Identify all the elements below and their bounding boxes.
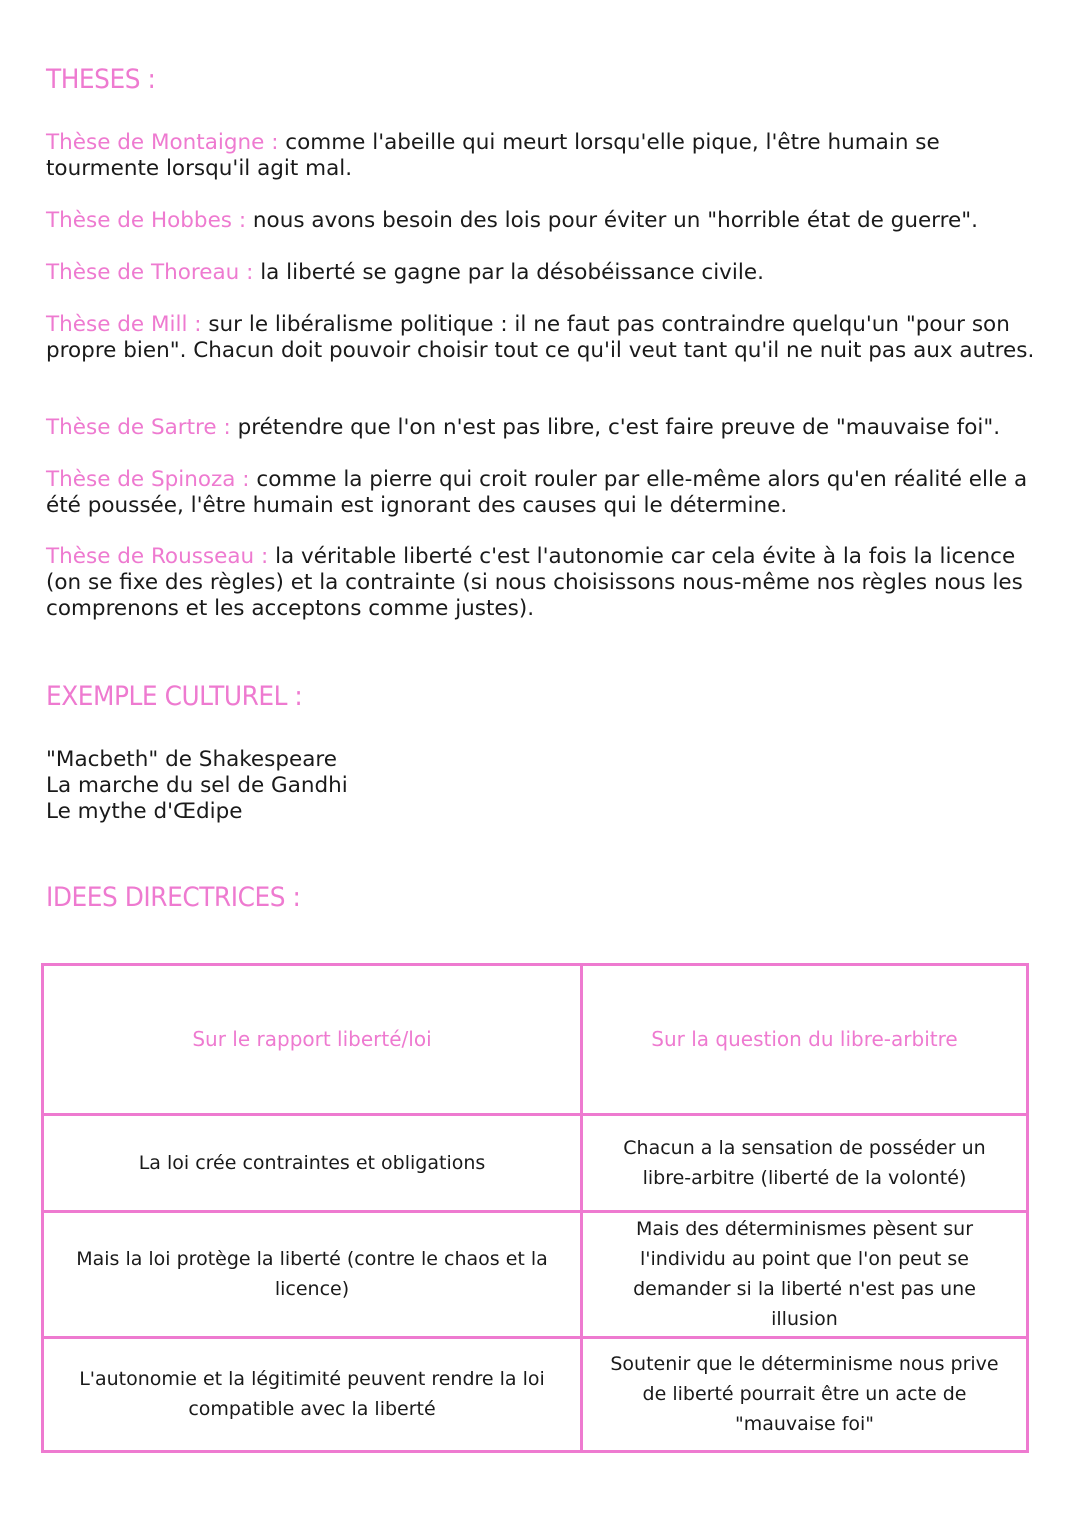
list-item: La marche du sel de Gandhi	[46, 773, 348, 798]
thesis-text: la véritable liberté c'est l'autonomie car cela évite à la fois la licence (on se fixe des règles) et la contrainte (si nous choisissons nous-même nos règles nous les comprenons et les acceptons comme justes).	[46, 544, 1023, 621]
thesis-text: sur le libéralisme politique : il ne faut pas contraindre quelqu'un "pour son propre bien". Chacun doit pouvoir choisir tout ce qu'il veut tant qu'il ne nuit pas aux autres.	[46, 312, 1035, 363]
thesis-montaigne	[46, 130, 1036, 182]
table-cell: Mais la loi protège la liberté (contre le chaos et la licence)	[44, 1211, 582, 1337]
thesis-text: comme l'abeille qui meurt lorsqu'elle pique, l'être humain se tourmente lorsqu'il agit mal.	[46, 130, 940, 181]
thesis-sartre	[46, 415, 1036, 441]
column-header-libre-arbitre: Sur la question du libre-arbitre	[582, 966, 1027, 1114]
exemples-list	[46, 747, 348, 825]
list-item: Le mythe d'Œdipe	[46, 799, 243, 824]
table-row	[44, 1337, 1026, 1450]
table-header-row	[44, 966, 1026, 1114]
thesis-text: prétendre que l'on n'est pas libre, c'est faire preuve de "mauvaise foi".	[237, 415, 1001, 440]
thesis-thoreau	[46, 260, 1036, 286]
thesis-text: la liberté se gagne par la désobéissance civile.	[260, 260, 764, 285]
thesis-hobbes	[46, 208, 1036, 234]
idees-table	[41, 963, 1029, 1453]
list-item: "Macbeth" de Shakespeare	[46, 747, 338, 772]
thesis-name: Thèse de Spinoza :	[46, 467, 257, 492]
table-cell: La loi crée contraintes et obligations	[44, 1114, 582, 1211]
thesis-name: Thèse de Mill :	[46, 312, 209, 337]
thesis-name: Thèse de Sartre :	[46, 415, 238, 440]
exemple-heading: EXEMPLE CULTUREL :	[46, 681, 303, 712]
thesis-name: Thèse de Rousseau :	[46, 544, 276, 569]
table-cell: Chacun a la sensation de posséder un libre-arbitre (liberté de la volonté)	[582, 1114, 1027, 1211]
thesis-name: Thèse de Montaigne :	[46, 130, 286, 155]
table-cell: L'autonomie et la légitimité peuvent rendre la loi compatible avec la liberté	[44, 1337, 582, 1450]
thesis-name: Thèse de Thoreau :	[46, 260, 261, 285]
theses-heading: THESES :	[46, 64, 156, 95]
table-cell: Soutenir que le déterminisme nous prive de liberté pourrait être un acte de "mauvaise foi"	[582, 1337, 1027, 1450]
table-cell: Mais des déterminismes pèsent sur l'individu au point que l'on peut se demander si la liberté n'est pas une illusion	[582, 1211, 1027, 1337]
table-row	[44, 1211, 1026, 1337]
idees-grid	[44, 966, 1026, 1450]
table-row	[44, 1114, 1026, 1211]
idees-heading: IDEES DIRECTRICES :	[46, 882, 301, 913]
thesis-spinoza	[46, 467, 1036, 519]
column-header-loi: Sur le rapport liberté/loi	[44, 966, 582, 1114]
thesis-mill	[46, 312, 1036, 364]
thesis-name: Thèse de Hobbes :	[46, 208, 253, 233]
thesis-text: nous avons besoin des lois pour éviter un "horrible état de guerre".	[252, 208, 978, 233]
thesis-text: comme la pierre qui croit rouler par elle-même alors qu'en réalité elle a été poussée, l'être humain est ignorant des causes qui le détermine.	[46, 467, 1028, 518]
thesis-rousseau	[46, 544, 1036, 622]
